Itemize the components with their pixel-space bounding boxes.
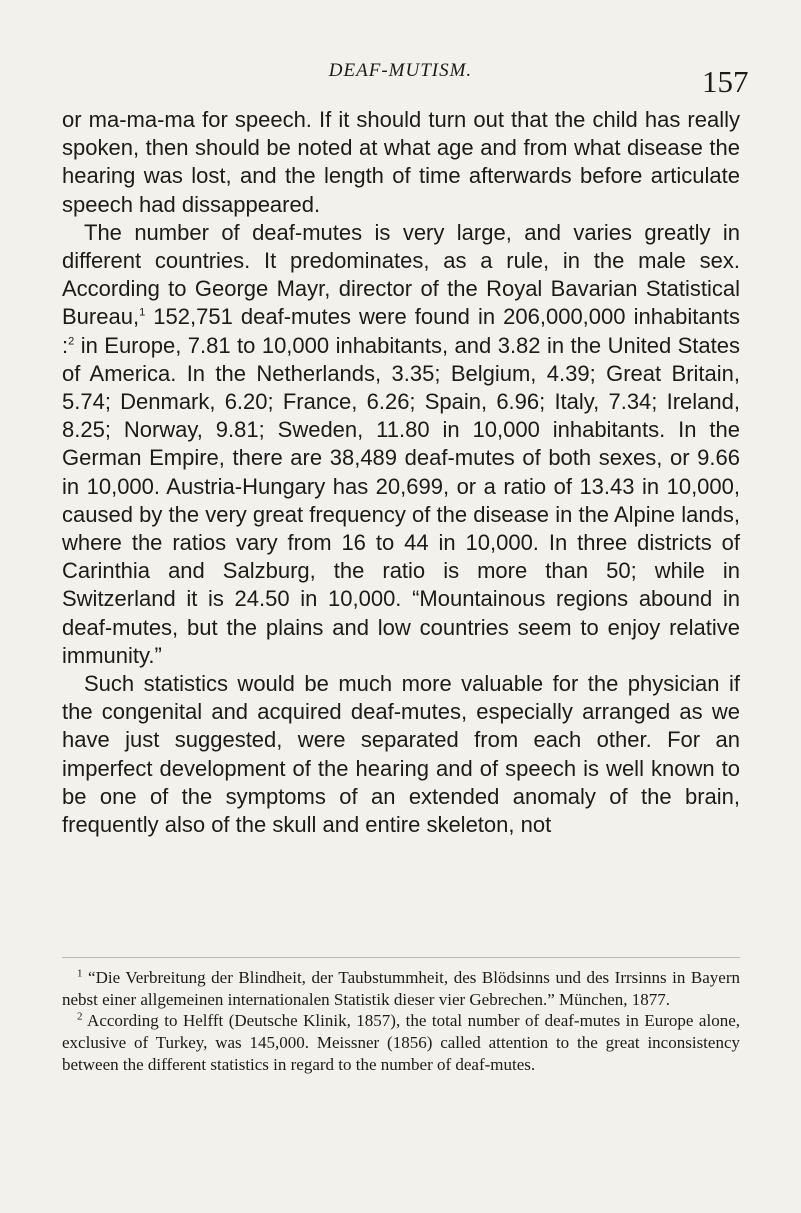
footnote-ref-1: 1 (139, 307, 146, 320)
footnote-2-text: According to Helfft (Deutsche Klinik, 1857), the total number of deaf-mutes in Europe alone, exclusive of Turkey, was 145,000. Meissner (1856) called attention to the great inconsistency between the different statistics in regard to the number of deaf-mutes. (62, 1011, 740, 1074)
footnotes (62, 967, 740, 1076)
paragraph-2-part-b: 152,751 deaf-mutes were found in 206,000,000 inhabitants : (62, 304, 740, 358)
footnote-divider (62, 957, 740, 958)
footnote-2 (62, 1010, 740, 1075)
paragraph-2-part-a: The number of deaf-mutes is very large, and varies greatly in different countries. It predominates, as a rule, in the male sex. According to George Mayr, director of the Royal Bavarian Statistical Bureau, (62, 219, 740, 330)
footnote-marker-1: 1 (77, 967, 83, 980)
footnote-1-text: “Die Verbreitung der Blindheit, der Taubstummheit, des Blödsinns und des Irrsinns in Bayern nebst einer allgemeinen internationalen Statistik dieser vier Gebrechen.” München, 1877. (62, 968, 740, 1009)
footnote-1 (62, 967, 740, 1010)
paragraph-2 (62, 219, 740, 670)
page-number: 157 (702, 64, 749, 99)
paragraph-2-part-c: in Europe, 7.81 to 10,000 inhabitants, and 3.82 in the United States of America. In the Netherlands, 3.35; Belgium, 4.39; Great Britain, 5.74; Denmark, 6.20; France, 6.26; Spain, 6.96; Italy, 7.34; Ireland, 8.25; Norway, 9.81; Sweden, 11.80 in 10,000 inhabitants. In the German Empire, there are 38,489 deaf-mutes of both sexes, or 9.66 in 10,000. Austria-Hungary has 20,699, or a ratio of 13.43 in 10,000, caused by the very great frequency of the disease in the Alpine lands, where the ratios vary from 16 to 44 in 10,000. In three districts of Carinthia and Salzburg, the ratio is more than 50; while in Switzerland it is 24.50 in 10,000. “Mountainous regions abound in deaf-mutes, but the plains and low countries seem to enjoy relative immunity.” (62, 332, 740, 668)
footnote-ref-2: 2 (68, 335, 75, 348)
running-title: DEAF-MUTISM. (328, 60, 473, 81)
paragraph-3: Such statistics would be much more valuable for the physician if the congenital and acquired deaf-mutes, especially arranged as we have just suggested, were separated from each other. For an imperfect development of the hearing and of speech is well known to be one of the symptoms of an extended anomaly of the brain, frequently also of the skull and entire skeleton, not (62, 671, 740, 838)
body-text (62, 106, 740, 839)
footnote-marker-2: 2 (77, 1010, 83, 1023)
paragraph-1: or ma-ma-ma for speech. If it should turn out that the child has really spoken, then should be noted at what age and from what disease the hearing was lost, and the length of time afterwards before articulate speech had dissappeared. (62, 107, 740, 217)
